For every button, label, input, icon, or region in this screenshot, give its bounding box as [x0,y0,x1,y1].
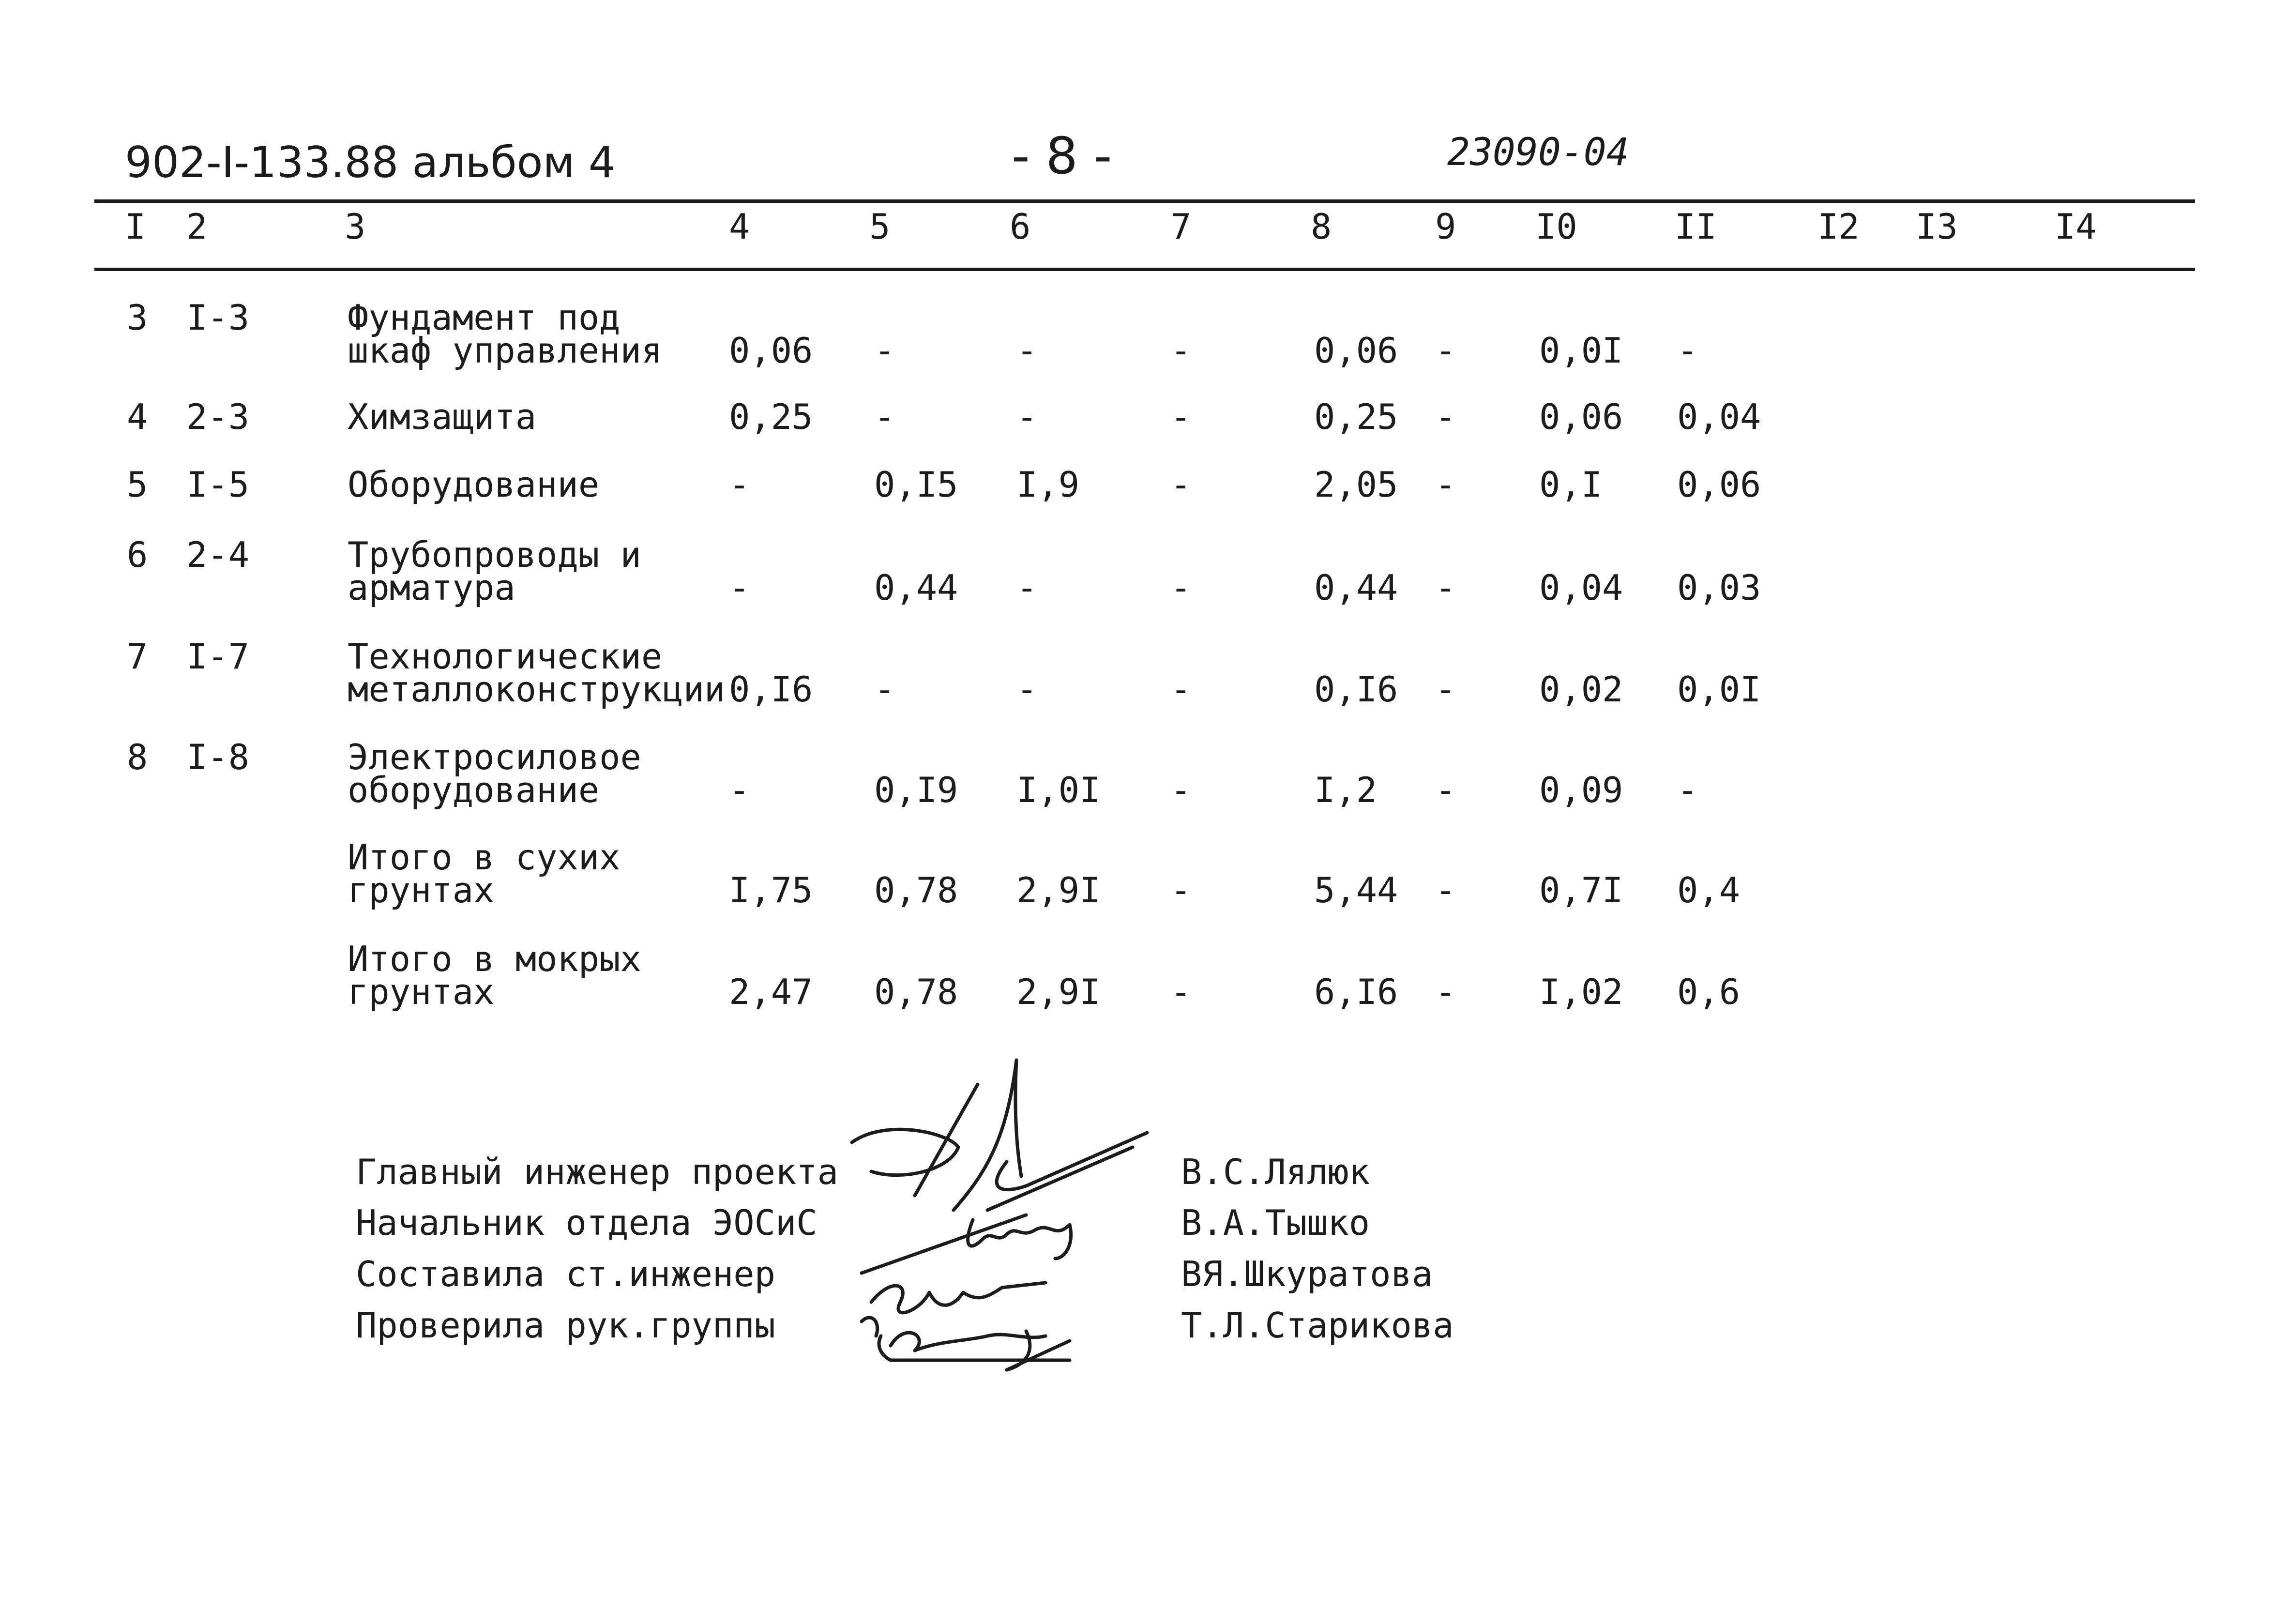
document-code: 902-I-133.88 альбом 4 [125,137,616,187]
cell-col-5: - [874,330,895,371]
signatory-role: Главный инженер проекта [356,1152,838,1192]
cell-col-9: - [1435,396,1456,437]
cell-col-10: 0,02 [1539,669,1623,710]
cell-col-4: - [729,464,750,505]
cell-col-4: 0,I6 [729,669,813,710]
cell-col-11: - [1677,770,1698,810]
row-code: I-7 [186,636,250,677]
inventory-code: 23090-04 [1447,131,1629,174]
cell-col-5: 0,44 [874,567,958,608]
row-name-line-2: металлоконструкции [348,669,726,710]
row-number: 4 [127,396,148,437]
row-name-line-1: Электросиловое [348,737,641,777]
cell-col-11: 0,04 [1677,396,1761,437]
cell-col-10: 0,06 [1539,396,1623,437]
row-name-line-1: Химзащита [348,396,537,437]
cell-col-6: - [1016,396,1038,437]
row-number: 5 [127,464,148,505]
cell-col-6: 2,9I [1016,971,1101,1012]
cell-col-11: 0,06 [1677,464,1761,505]
column-header-12: I2 [1817,206,1860,247]
row-number: 3 [127,297,148,338]
header-bottom-rule [94,268,2195,271]
signatory-name: В.С.Лялюк [1181,1152,1370,1192]
cell-col-4: - [729,567,750,608]
cell-col-5: 0,78 [874,870,958,911]
page-number: - 8 - [1012,126,1112,185]
cell-col-10: 0,04 [1539,567,1623,608]
cell-col-11: - [1677,330,1698,371]
row-name-line-1: Трубопроводы и [348,534,641,575]
cell-col-4: 0,25 [729,396,813,437]
cell-col-9: - [1435,770,1456,810]
column-header-10: I0 [1535,206,1577,247]
cell-col-9: - [1435,330,1456,371]
cell-col-5: 0,I9 [874,770,958,810]
cell-col-11: 0,6 [1677,971,1741,1012]
row-name-line-2: шкаф управления [348,330,663,371]
cell-col-10: 0,7I [1539,870,1623,911]
column-header-1: I [125,206,146,247]
row-code: I-3 [186,297,250,338]
cell-col-8: 0,44 [1314,567,1398,608]
cell-col-6: I,9 [1016,464,1080,505]
row-name-line-1: Фундамент под [348,297,621,338]
cell-col-5: 0,I5 [874,464,958,505]
signatory-name: В.А.Тышко [1181,1202,1370,1243]
column-header-6: 6 [1010,206,1031,247]
signatory-name: ВЯ.Шкуратова [1181,1254,1433,1294]
column-header-7: 7 [1170,206,1192,247]
cell-col-4: 0,06 [729,330,813,371]
cell-col-6: - [1016,330,1038,371]
cell-col-11: 0,0I [1677,669,1761,710]
cell-col-4: - [729,770,750,810]
cell-col-7: - [1170,464,1192,505]
cell-col-7: - [1170,669,1192,710]
cell-col-11: 0,03 [1677,567,1761,608]
signatory-role: Составила ст.инженер [356,1254,775,1294]
row-code: I-5 [186,464,250,505]
cell-col-11: 0,4 [1677,870,1741,911]
row-code: 2-3 [186,396,250,437]
row-name-line-2: грунтах [348,870,495,911]
cell-col-10: 0,09 [1539,770,1623,810]
row-code: 2-4 [186,534,250,575]
row-number: 6 [127,534,148,575]
cell-col-9: - [1435,971,1456,1012]
cell-col-4: 2,47 [729,971,813,1012]
column-header-5: 5 [869,206,891,247]
cell-col-7: - [1170,330,1192,371]
cell-col-8: I,2 [1314,770,1378,810]
cell-col-5: - [874,669,895,710]
handwritten-signatures [842,1050,1162,1375]
cell-col-8: 0,I6 [1314,669,1398,710]
column-header-8: 8 [1311,206,1332,247]
column-header-13: I3 [1916,206,1958,247]
cell-col-7: - [1170,971,1192,1012]
header-top-rule [94,199,2195,203]
row-name-line-1: Итого в сухих [348,837,621,878]
row-name-line-2: грунтах [348,971,495,1012]
signatory-role: Проверила рук.группы [356,1305,775,1346]
cell-col-7: - [1170,770,1192,810]
cell-col-8: 0,06 [1314,330,1398,371]
cell-col-9: - [1435,669,1456,710]
cell-col-4: I,75 [729,870,813,911]
column-header-4: 4 [729,206,750,247]
signatory-role: Начальник отдела ЭОСиС [356,1202,818,1243]
cell-col-8: 0,25 [1314,396,1398,437]
row-name-line-2: арматура [348,567,515,608]
cell-col-10: 0,I [1539,464,1603,505]
column-header-14: I4 [2055,206,2097,247]
column-header-3: 3 [345,206,366,247]
cell-col-7: - [1170,567,1192,608]
cell-col-9: - [1435,870,1456,911]
cell-col-10: 0,0I [1539,330,1623,371]
row-number: 8 [127,737,148,777]
cell-col-7: - [1170,870,1192,911]
row-name-line-2: оборудование [348,770,600,810]
cell-col-6: I,0I [1016,770,1101,810]
row-name-line-1: Итого в мокрых [348,939,641,979]
cell-col-6: - [1016,669,1038,710]
cell-col-8: 2,05 [1314,464,1398,505]
cell-col-10: I,02 [1539,971,1623,1012]
column-header-2: 2 [186,206,208,247]
row-name-line-1: Оборудование [348,464,600,505]
cell-col-7: - [1170,396,1192,437]
row-name-line-1: Технологические [348,636,663,677]
signatory-name: Т.Л.Старикова [1181,1305,1454,1346]
cell-col-5: 0,78 [874,971,958,1012]
row-code: I-8 [186,737,250,777]
cell-col-8: 6,I6 [1314,971,1398,1012]
column-header-11: II [1675,206,1717,247]
cell-col-9: - [1435,567,1456,608]
cell-col-6: 2,9I [1016,870,1101,911]
column-header-9: 9 [1435,206,1456,247]
cell-col-9: - [1435,464,1456,505]
cell-col-8: 5,44 [1314,870,1398,911]
cell-col-6: - [1016,567,1038,608]
row-number: 7 [127,636,148,677]
cell-col-5: - [874,396,895,437]
